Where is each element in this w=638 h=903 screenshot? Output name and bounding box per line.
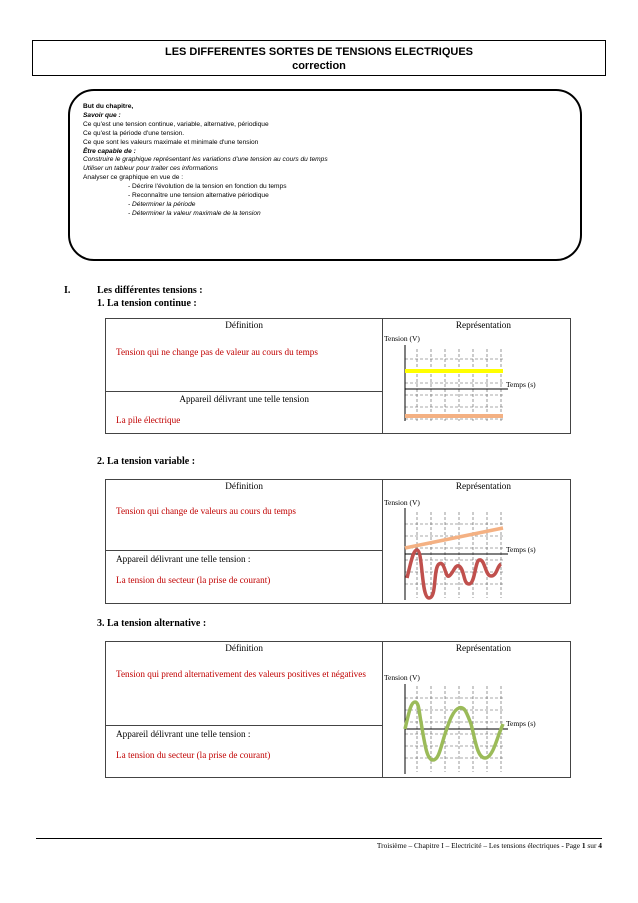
part-heading-alternative: 3. La tension alternative :	[97, 618, 207, 629]
goals-line: But du chapitre,	[83, 103, 134, 110]
goals-subline: - Décrire l'évolution de la tension en fonction du temps	[128, 183, 287, 191]
representation-header: Représentation	[455, 320, 511, 330]
goals-line: Ce qu'est la période d'une tension.	[83, 129, 185, 137]
chapter-goals-box	[68, 89, 582, 261]
section-numeral: I.	[64, 285, 71, 296]
device-text: La tension du secteur (la prise de courant)	[116, 750, 271, 760]
page-subtitle: correction	[292, 60, 346, 72]
table-continue	[105, 318, 571, 434]
device-text: La pile électrique	[116, 415, 181, 425]
goals-line: Construire le graphique représentant les variations d'une tension au cours du temps	[83, 156, 328, 164]
device-text: La tension du secteur (la prise de courant)	[116, 575, 271, 585]
representation-header: Représentation	[455, 481, 511, 491]
x-axis-label: Temps (s)	[506, 545, 536, 554]
part-heading-variable: 2. La tension variable :	[97, 456, 196, 467]
y-axis-label: Tension (V)	[384, 673, 421, 682]
x-axis-label: Temps (s)	[506, 380, 536, 389]
variable-graph	[383, 480, 570, 604]
title-box	[32, 40, 606, 76]
definition-header: Définition	[225, 643, 263, 653]
y-axis-label: Tension (V)	[384, 334, 421, 343]
goals-subline: - Déterminer la valeur maximale de la tension	[128, 209, 261, 217]
footer-prefix: Troisième – Chapitre I – Electricité – Les tensions électriques - Page	[376, 841, 582, 850]
goals-line: Être capable de :	[83, 147, 136, 155]
footer-rule	[36, 838, 602, 839]
graph-grid	[405, 349, 503, 421]
goals-line: Savoir que :	[83, 111, 121, 119]
definition-header: Définition	[225, 320, 263, 330]
footer-sep: sur	[585, 841, 599, 850]
footer-text	[377, 841, 602, 850]
goals-subline: - Déterminer la période	[128, 200, 196, 208]
goals-line: Utiliser un tableur pour traiter ces informations	[83, 165, 218, 173]
footer-page: 1	[581, 841, 586, 850]
goals-line: Analyser ce graphique en vue de :	[83, 174, 184, 182]
section-title: Les différentes tensions :	[97, 285, 203, 296]
device-label: Appareil délivrant une telle tension :	[116, 554, 251, 564]
part-heading-continue: 1. La tension continue :	[97, 298, 197, 309]
definition-text: Tension qui ne change pas de valeur au cours du temps	[116, 347, 318, 357]
goals-subline: - Reconnaître une tension alternative périodique	[128, 192, 269, 200]
alternative-line-green	[405, 702, 503, 760]
goals-line: Ce que sont les valeurs maximale et minimale d'une tension	[83, 138, 259, 146]
variable-line-orange	[405, 528, 503, 548]
table-alternative	[105, 641, 571, 778]
table-variable	[105, 479, 571, 604]
definition-header: Définition	[225, 481, 263, 491]
dc-graph	[383, 319, 570, 421]
alternative-graph	[383, 642, 570, 778]
footer-total: 4	[598, 841, 602, 850]
x-axis-label: Temps (s)	[506, 719, 536, 728]
definition-text: Tension qui prend alternativement des valeurs positives et négatives	[116, 669, 366, 679]
goals-line: Ce qu'est une tension continue, variable, alternative, périodique	[83, 120, 269, 128]
device-label: Appareil délivrant une telle tension :	[116, 729, 251, 739]
device-label: Appareil délivrant une telle tension	[179, 394, 309, 404]
page-title: LES DIFFERENTES SORTES DE TENSIONS ELECTRIQUES	[164, 46, 474, 58]
definition-text: Tension qui change de valeurs au cours du temps	[116, 506, 296, 516]
representation-header: Représentation	[455, 643, 511, 653]
y-axis-label: Tension (V)	[384, 498, 421, 507]
